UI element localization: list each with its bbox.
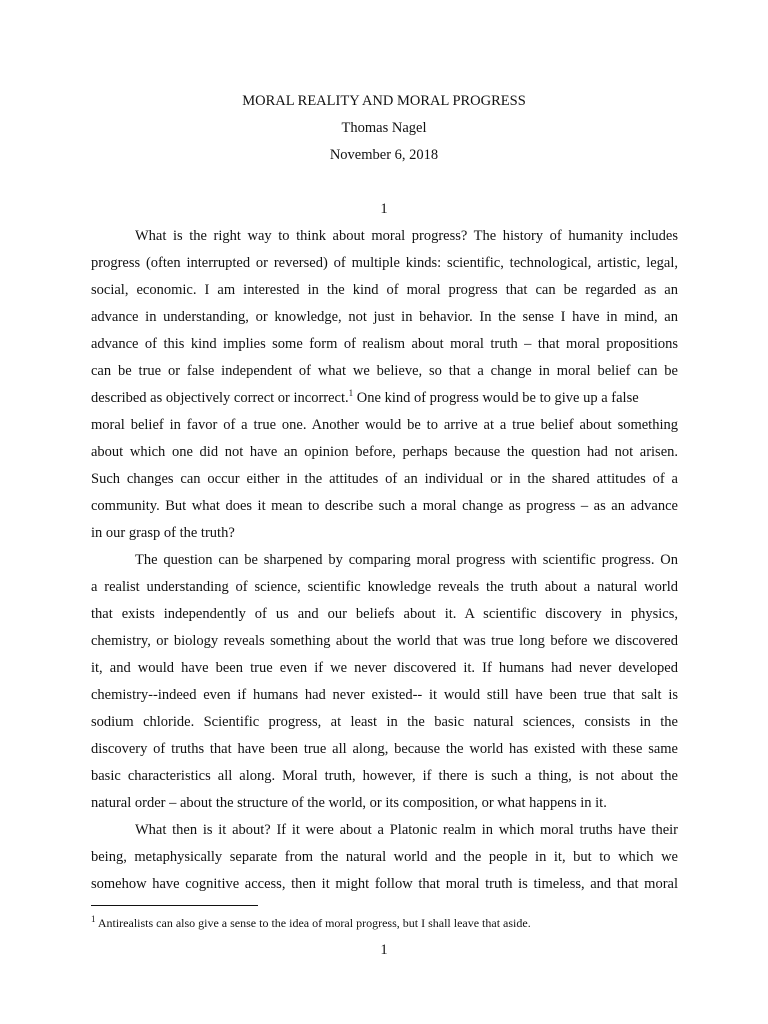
paper-title: MORAL REALITY AND MORAL PROGRESS	[242, 93, 526, 109]
body-line: What is the right way to think about moral progress? The history of humanity includes	[135, 228, 678, 244]
author-name: Thomas Nagel	[341, 120, 427, 136]
body-line: somehow have cognitive access, then it might follow that moral truth is timeless, and that moral	[91, 876, 678, 892]
body-line: The question can be sharpened by comparing moral progress with scientific progress. On	[135, 552, 678, 568]
body-line: in our grasp of the truth?	[91, 525, 235, 541]
body-line: chemistry--indeed even if humans had never existed-- it would still have been true that salt is	[91, 687, 678, 703]
body-line-part: described as objectively correct or incorrect.	[91, 390, 349, 406]
body-line-part: One kind of progress would be to give up a false	[353, 390, 639, 406]
body-line: it, and would have been true even if we never discovered it. If humans had never developed	[91, 660, 678, 676]
body-line: advance in understanding, or knowledge, not just in behavior. In the sense I have in mind, an	[91, 309, 678, 325]
body-line: about which one did not have an opinion before, perhaps because the question had not arisen.	[91, 444, 678, 460]
body-line: progress (often interrupted or reversed) of multiple kinds: scientific, technological, artistic, legal,	[91, 255, 678, 271]
footnote-number: 1	[91, 914, 96, 924]
footnote-divider	[91, 905, 258, 906]
body-line: can be true or false independent of what we believe, so that a change in moral belief can be	[91, 363, 678, 379]
body-line: What then is it about? If it were about a Platonic realm in which moral truths have their	[135, 822, 678, 838]
body-line: social, economic. I am interested in the kind of moral progress that can be regarded as an	[91, 282, 678, 298]
body-line: discovery of truths that have been true all along, because the world has existed with these same	[91, 741, 678, 757]
body-line: chemistry, or biology reveals something about the world that was true long before we discovered	[91, 633, 678, 649]
body-line: basic characteristics all along. Moral truth, however, if there is such a thing, is not about the	[91, 768, 678, 784]
body-line: sodium chloride. Scientific progress, at least in the basic natural sciences, consists in the	[91, 714, 678, 730]
body-line: advance of this kind implies some form of realism about moral truth – that moral propositions	[91, 336, 678, 352]
page-number: 1	[380, 942, 388, 958]
body-line: Such changes can occur either in the attitudes of an individual or in the shared attitudes of a	[91, 471, 678, 487]
body-line: natural order – about the structure of the world, or its composition, or what happens in it.	[91, 795, 607, 811]
body-line: being, metaphysically separate from the natural world and the people in it, but to which we	[91, 849, 678, 865]
body-line-with-footnote	[91, 388, 678, 408]
body-line: community. But what does it mean to describe such a moral change as progress – as an advance	[91, 498, 678, 514]
publication-date: November 6, 2018	[329, 147, 439, 163]
body-line: a realist understanding of science, scientific knowledge reveals the truth about a natural world	[91, 579, 678, 595]
body-line: that exists independently of us and our beliefs about it. A scientific discovery in physics,	[91, 606, 678, 622]
footnote	[91, 914, 531, 932]
section-number: 1	[380, 201, 388, 217]
footnote-text: Antirealists can also give a sense to the idea of moral progress, but I shall leave that aside.	[95, 916, 531, 930]
body-line: moral belief in favor of a true one. Another would be to arrive at a true belief about something	[91, 417, 678, 433]
footnote-marker: 1	[348, 388, 354, 399]
